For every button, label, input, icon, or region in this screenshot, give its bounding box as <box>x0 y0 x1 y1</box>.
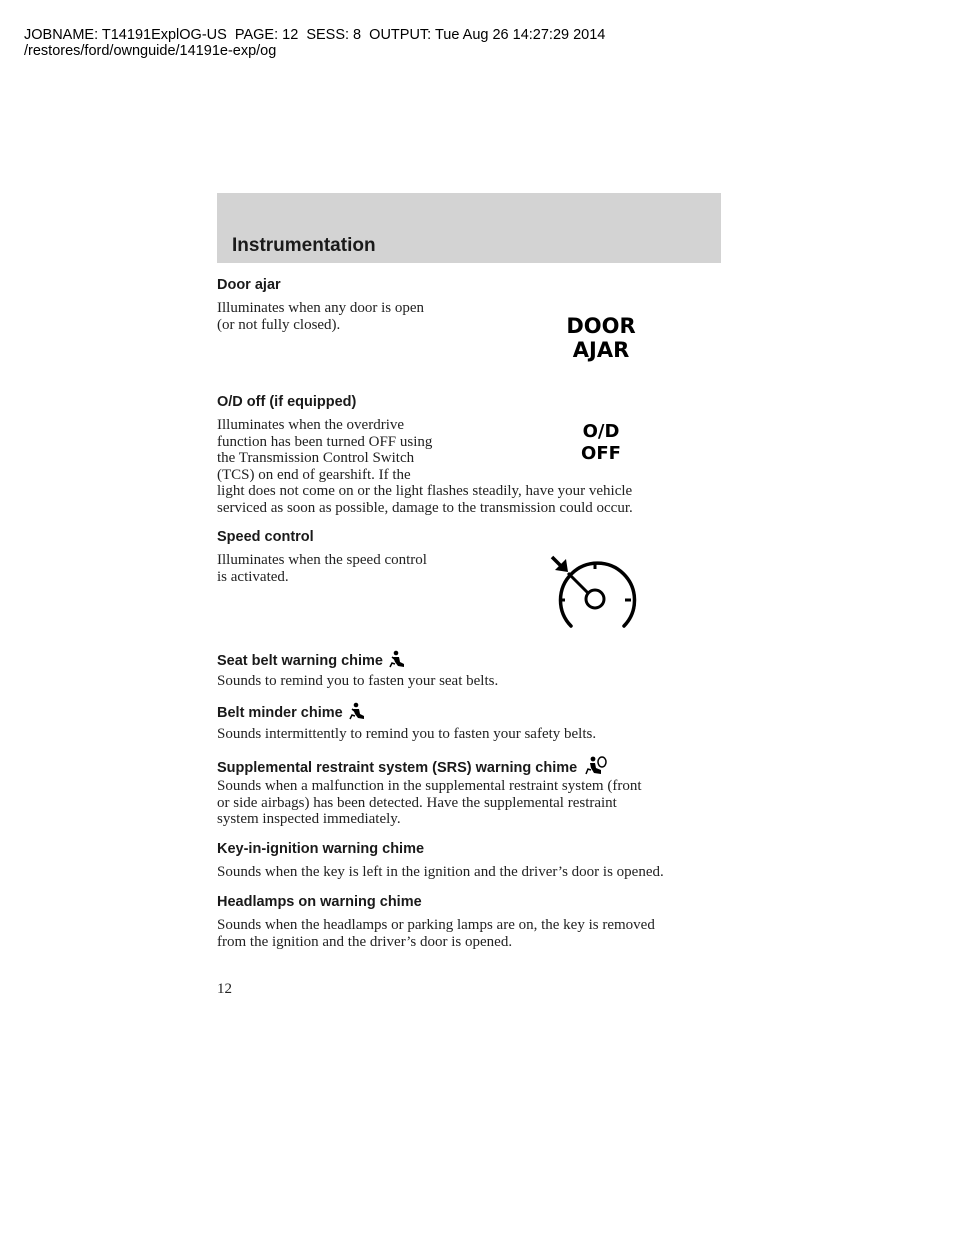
belt-minder-text: Sounds intermittently to remind you to fasten your safety belts. <box>217 726 597 742</box>
seat-belt-heading: Seat belt warning chime <box>217 650 405 669</box>
key-in-ignition-heading: Key-in-ignition warning chime <box>217 841 425 857</box>
srs-heading: Supplemental restraint system (SRS) warning chime <box>217 755 607 776</box>
seatbelt-icon <box>389 650 405 668</box>
seatbelt-icon <box>349 702 365 720</box>
page-number: 12 <box>217 981 232 997</box>
door-ajar-heading: Door ajar <box>217 277 281 293</box>
od-off-text: Illuminates when the overdrive function has been turned OFF using the Transmission Control Switch (TCS) on end of gearshift. If the light does not come on or the light flashes steadily, have your vehicle serviced as soon as possible, damage to the transmission could occur. <box>217 417 633 516</box>
srs-text: Sounds when a malfunction in the supplemental restraint system (front or side airbags) has been detected. Have the supplemental restraint system inspected immediately. <box>217 778 642 828</box>
section-header-band <box>217 193 721 263</box>
job-header <box>24 27 605 59</box>
job-header-line1: JOBNAME: T14191ExplOG-US PAGE: 12 SESS: 8 OUTPUT: Tue Aug 26 14:27:29 2014 <box>24 27 606 43</box>
speed-control-icon <box>548 552 638 632</box>
key-in-ignition-text: Sounds when the key is left in the ignition and the driver’s door is opened. <box>217 864 664 880</box>
job-header-line2: /restores/ford/ownguide/14191e-exp/og <box>24 43 277 59</box>
airbag-icon <box>583 755 607 775</box>
od-off-lamp-icon: O/D OFF <box>581 421 621 464</box>
seat-belt-text: Sounds to remind you to fasten your seat belts. <box>217 673 499 689</box>
door-ajar-lamp-icon: DOOR AJAR <box>566 314 636 362</box>
od-off-heading: O/D off (if equipped) <box>217 394 357 410</box>
belt-minder-heading: Belt minder chime <box>217 702 365 721</box>
speed-control-heading: Speed control <box>217 529 314 545</box>
speed-control-text: Illuminates when the speed control is activated. <box>217 552 427 585</box>
headlamps-heading: Headlamps on warning chime <box>217 894 422 910</box>
headlamps-text: Sounds when the headlamps or parking lamps are on, the key is removed from the ignition and the driver’s door is opened. <box>217 917 655 950</box>
door-ajar-text: Illuminates when any door is open (or not fully closed). <box>217 300 425 333</box>
section-title: Instrumentation <box>232 235 376 256</box>
